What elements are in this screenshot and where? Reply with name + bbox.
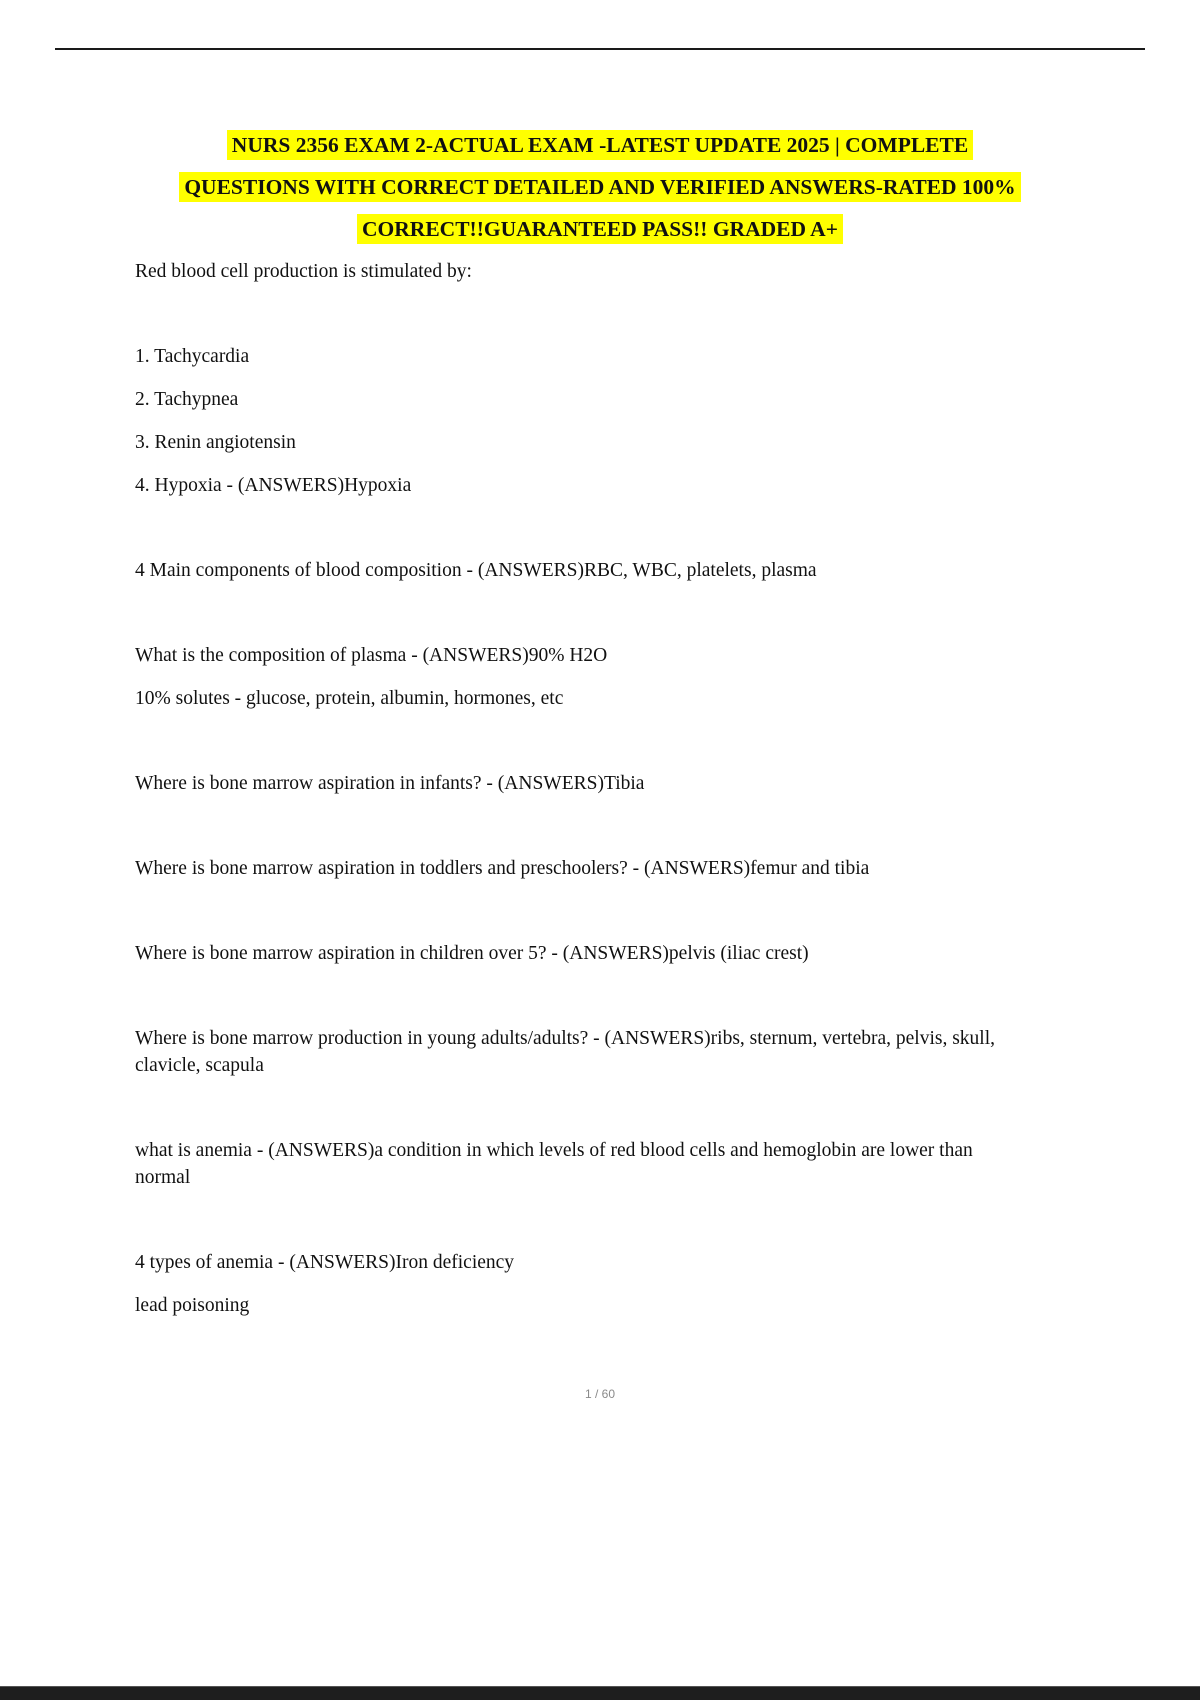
- paragraph: 10% solutes - glucose, protein, albumin, hormones, etc: [135, 688, 564, 709]
- document-title-line: [135, 214, 1065, 247]
- paragraph: Where is bone marrow aspiration in infants? - (ANSWERS)Tibia: [135, 773, 645, 794]
- paragraph: 3. Renin angiotensin: [135, 432, 296, 453]
- bottom-bar: [0, 1686, 1200, 1700]
- paragraph: Where is bone marrow aspiration in children over 5? - (ANSWERS)pelvis (iliac crest): [135, 943, 809, 964]
- top-rule: [55, 48, 1145, 50]
- page-number: 1 / 60: [584, 1387, 616, 1401]
- paragraph: Where is bone marrow production in young adults/adults? - (ANSWERS)ribs, sternum, vertebra, pelvis, skull, clavicle, scapula: [135, 1028, 995, 1076]
- document-title-line: [135, 130, 1065, 163]
- document-title-text: NURS 2356 EXAM 2-ACTUAL EXAM -LATEST UPDATE 2025 | COMPLETE: [227, 130, 973, 160]
- document-title-text: QUESTIONS WITH CORRECT DETAILED AND VERIFIED ANSWERS-RATED 100%: [179, 172, 1020, 202]
- paragraph: 4 types of anemia - (ANSWERS)Iron deficiency: [135, 1252, 515, 1273]
- document-body: [135, 258, 1065, 1319]
- paragraph: 4 Main components of blood composition - (ANSWERS)RBC, WBC, platelets, plasma: [135, 560, 817, 581]
- document-title-text: CORRECT!!GUARANTEED PASS!! GRADED A+: [357, 214, 843, 244]
- paragraph: what is anemia - (ANSWERS)a condition in which levels of red blood cells and hemoglobin are lower than normal: [135, 1140, 973, 1188]
- paragraph: Where is bone marrow aspiration in toddlers and preschoolers? - (ANSWERS)femur and tibia: [135, 858, 870, 879]
- paragraph: 4. Hypoxia - (ANSWERS)Hypoxia: [135, 475, 412, 496]
- paragraph: What is the composition of plasma - (ANSWERS)90% H2O: [135, 645, 608, 666]
- paragraph: Red blood cell production is stimulated by:: [135, 261, 472, 282]
- paragraph: 2. Tachypnea: [135, 389, 239, 410]
- document-title-line: [135, 172, 1065, 205]
- paragraph: 1. Tachycardia: [135, 346, 250, 367]
- paragraph: lead poisoning: [135, 1295, 250, 1316]
- document-title: [135, 130, 1065, 256]
